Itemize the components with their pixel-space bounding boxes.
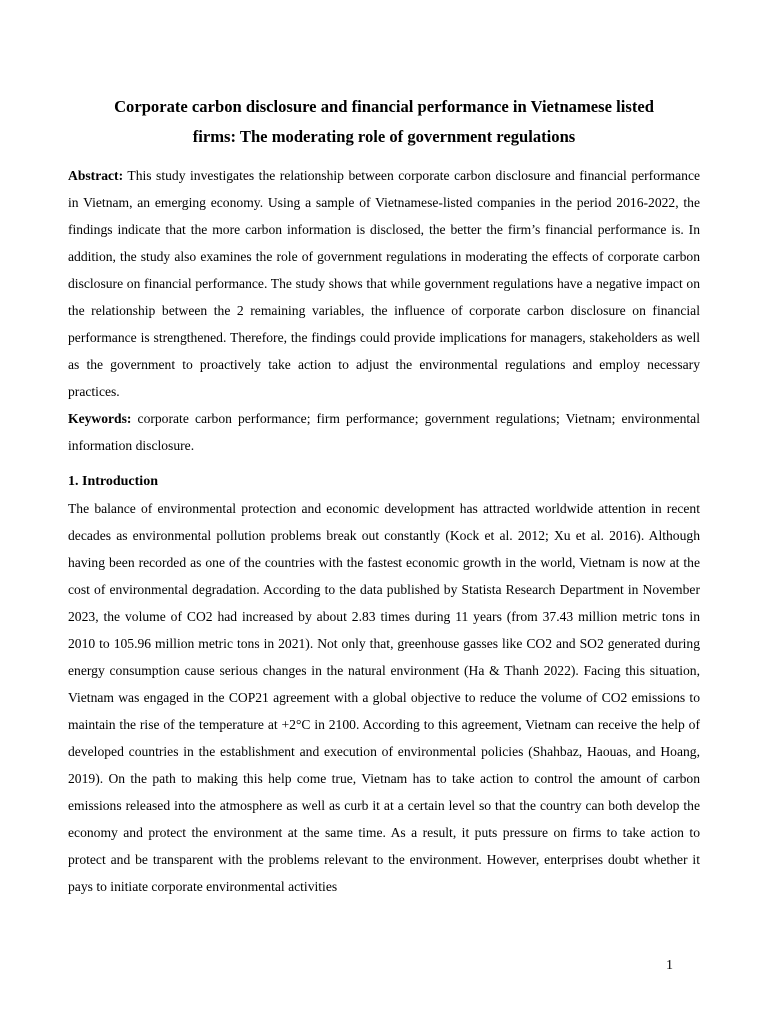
abstract-text: This study investigates the relationship between corporate carbon disclosure and financial performance in Vietnam, an emerging economy. Using a sample of Vietnamese-listed companies in the period 2016-2022, the findings indicate that the more carbon information is disclosed, the better the firm’s financial performance is. In addition, the study also examines the role of government regulations in moderating the effects of corporate carbon disclosure on financial performance. The study shows that while government regulations have a negative impact on the relationship between the 2 remaining variables, the influence of corporate carbon disclosure on financial performance is strengthened. Therefore, the findings could provide implications for managers, stakeholders as well as the government to proactively take action to adjust the environmental regulations and employ necessary practices. — [68, 168, 701, 399]
keywords-label: Keywords: — [68, 411, 132, 426]
paper-title-line-1: Corporate carbon disclosure and financial performance in Vietnamese listed — [114, 97, 654, 116]
page-number: 1 — [666, 958, 673, 973]
paper-page — [68, 92, 700, 900]
paper-title — [68, 92, 700, 152]
keywords-paragraph — [68, 405, 700, 459]
keywords-text: corporate carbon performance; firm performance; government regulations; Vietnam; environmental information disclosure. — [68, 411, 700, 453]
introduction-paragraph: The balance of environmental protection and economic development has attracted worldwide attention in recent decades as environmental pollution problems break out constantly (Kock et al. 2012; Xu et al. 2016). Although having been recorded as one of the countries with the fastest economic growth in the world, Vietnam is now at the cost of environmental degradation. According to the data published by Statista Research Department in November 2023, the volume of CO2 had increased by about 2.83 times during 11 years (from 37.43 million metric tons in 2010 to 105.96 million metric tons in 2021). Not only that, greenhouse gasses like CO2 and SO2 generated during energy consumption cause serious changes in the natural environment (Ha & Thanh 2022). Facing this situation, Vietnam was engaged in the COP21 agreement with a global objective to reduce the volume of CO2 emissions to maintain the rise of the temperature at +2°C in 2100. According to this agreement, Vietnam can receive the help of developed countries in the establishment and execution of environmental policies (Shahbaz, Haouas, and Hoang, 2019). On the path to making this help come true, Vietnam has to take action to control the amount of carbon emissions released into the atmosphere as well as curb it at a certain level so that the country can both develop the economy and protect the environment at the same time. As a result, it puts pressure on firms to take action to protect and be transparent with the problems relevant to the environment. However, enterprises doubt whether it pays to initiate corporate environmental activities — [68, 501, 700, 894]
introduction-heading: 1. Introduction — [68, 474, 158, 489]
abstract-label: Abstract: — [68, 168, 124, 183]
abstract-paragraph — [68, 162, 700, 405]
paper-title-line-2: firms: The moderating role of government regulations — [192, 127, 576, 146]
